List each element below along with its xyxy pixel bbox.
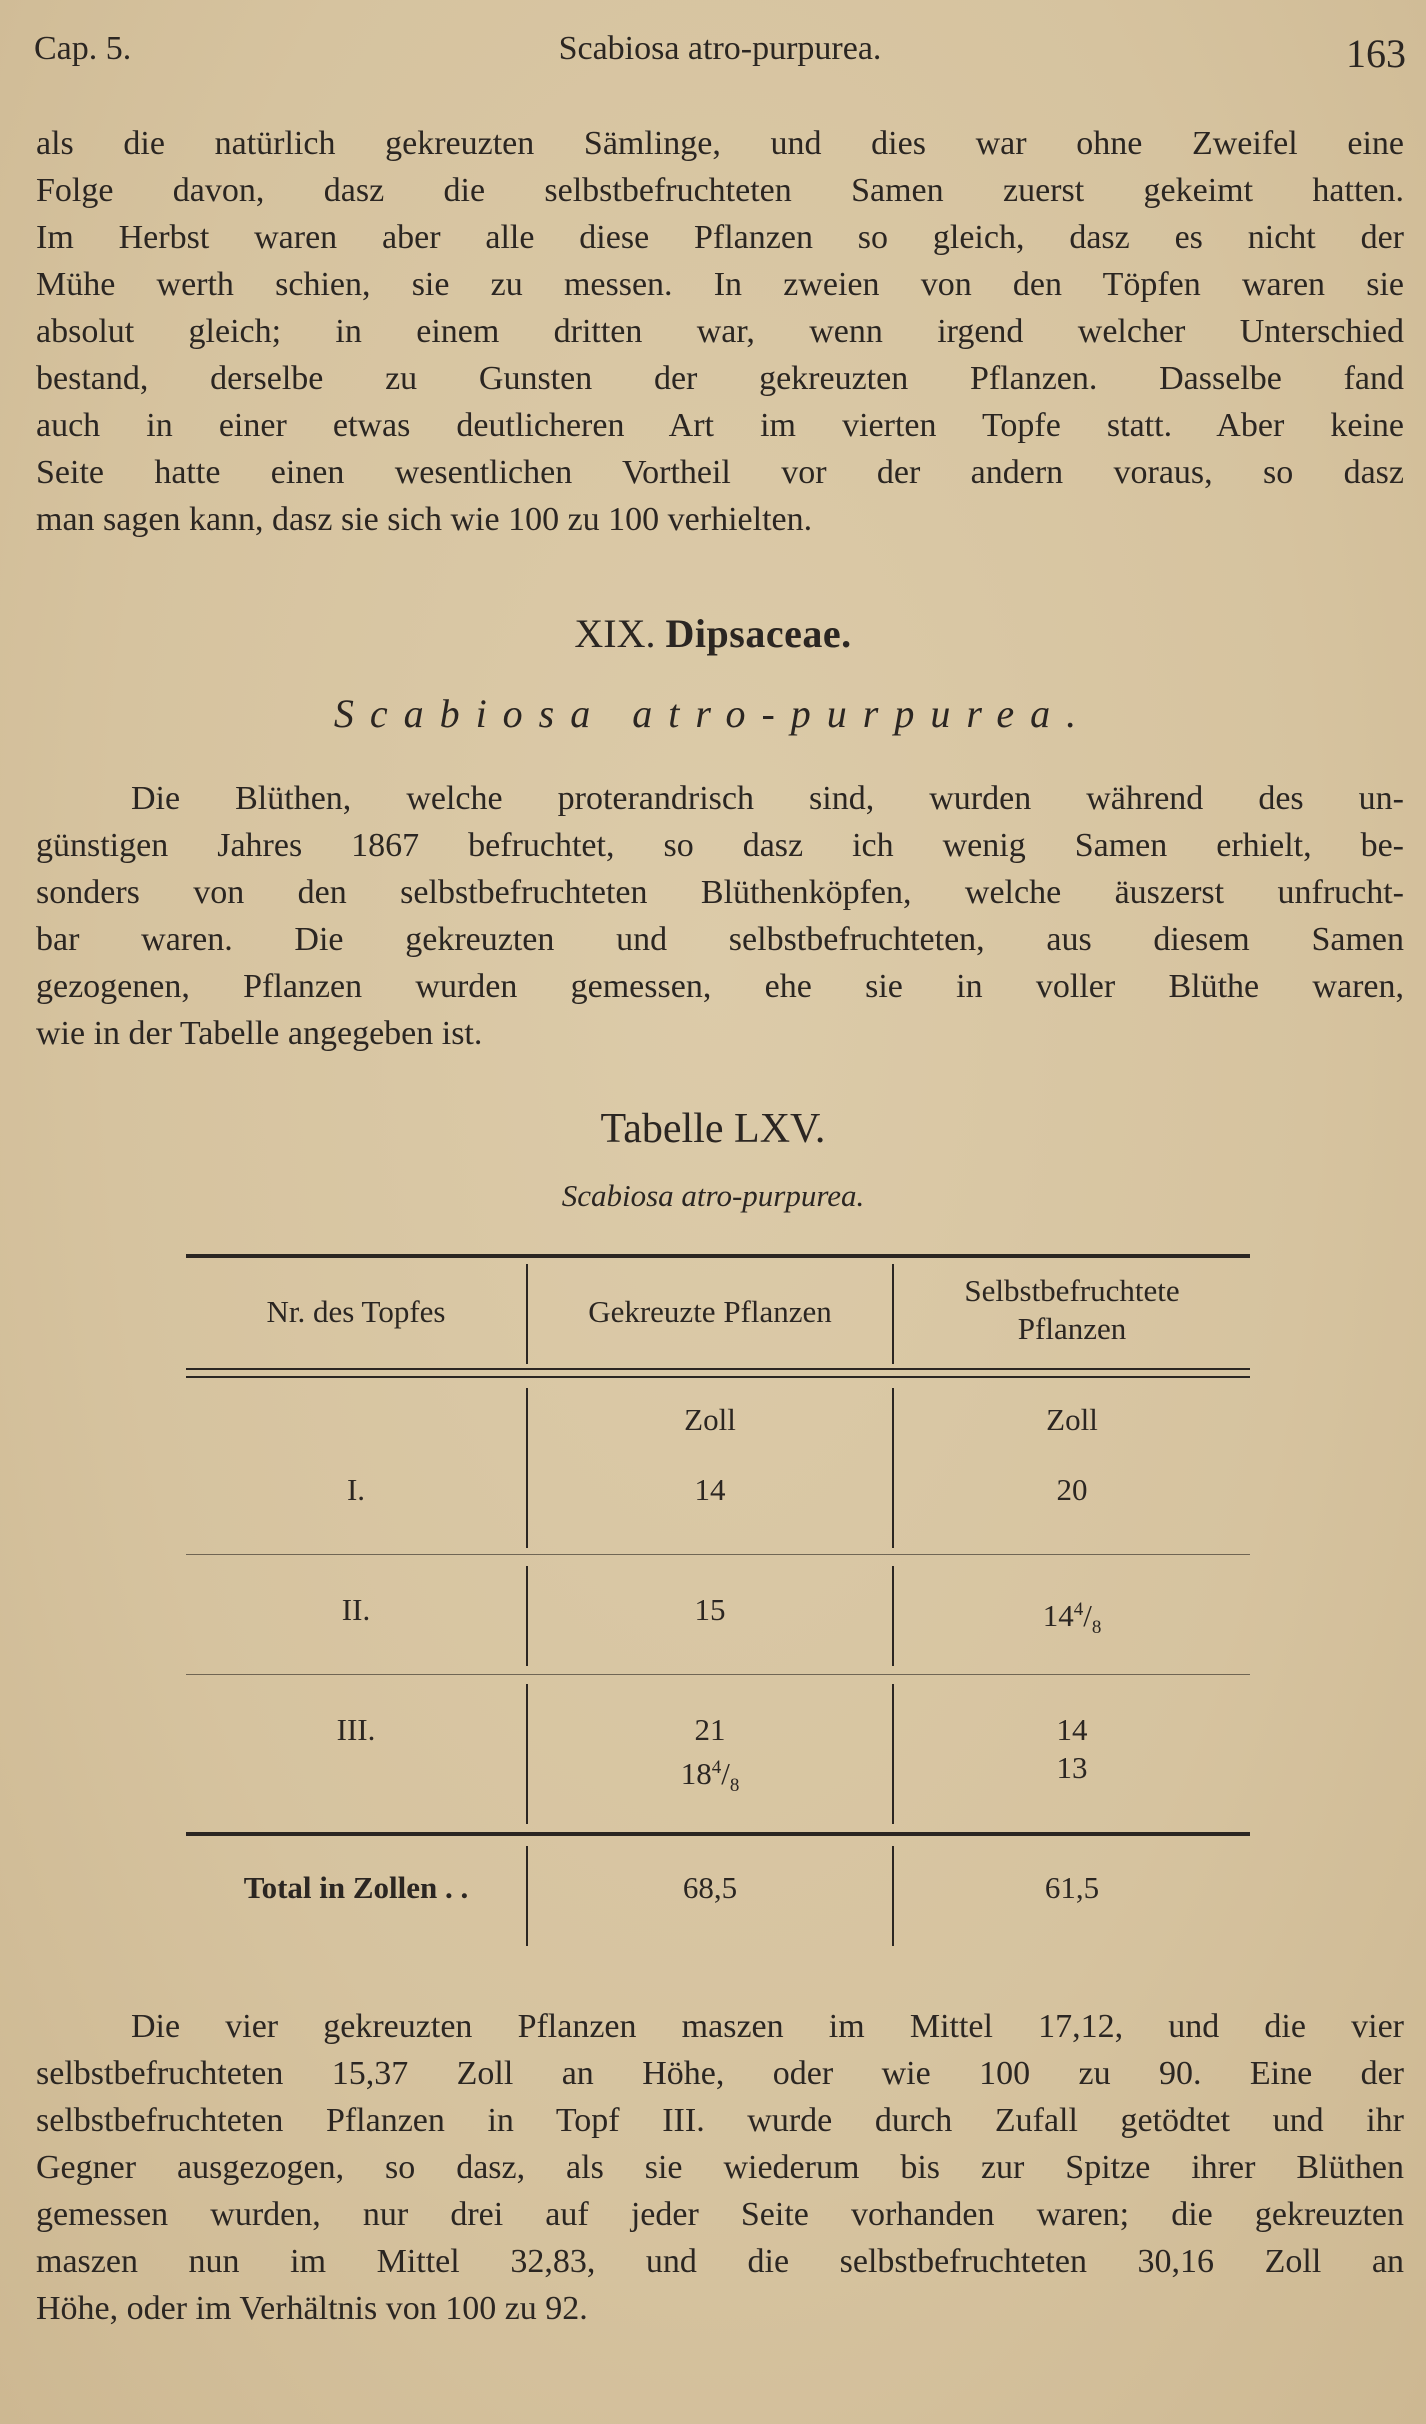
text-line: Mühe werth schien, sie zu messen. In zweien von den Töpfen waren sie (36, 266, 1404, 303)
text-line: selbstbefruchteten Pflanzen in Topf III. wurde durch Zufall getödtet und ihr (36, 2102, 1404, 2139)
header-rule (186, 1376, 1250, 1378)
text-line: gezogenen, Pflanzen wurden gemessen, ehe sie in voller Blüthe waren, (36, 968, 1404, 1005)
text-line: Höhe, oder im Verhältnis von 100 zu 92. (36, 2290, 588, 2327)
species-heading: Scabiosa atro-purpurea. (333, 691, 1093, 736)
unit-self: Zoll (1046, 1402, 1098, 1437)
header-self (894, 1272, 1250, 1348)
crossed-value: 21 (694, 1712, 726, 1747)
text-line: Im Herbst waren aber alle diese Pflanzen so gleich, dasz es nicht der (36, 219, 1404, 256)
text-line: bar waren. Die gekreuzten und selbstbefruchteten, aus diesem Samen (36, 921, 1404, 958)
row-rule (186, 1674, 1250, 1675)
unit-crossed: Zoll (684, 1402, 736, 1437)
crossed-value: $18^4/_8$ (680, 1756, 740, 1796)
text-line: sonders von den selbstbefruchteten Blüthenköpfen, welche äuszerst unfrucht- (36, 874, 1404, 911)
section-name: Dipsaceae. (665, 611, 852, 656)
fraction-denominator: 8 (729, 1775, 740, 1796)
running-head (34, 30, 1406, 80)
header-self-line2: Pflanzen (1017, 1311, 1127, 1346)
section-heading (0, 610, 1426, 657)
header-self-line1: Selbstbefruchtete (964, 1273, 1180, 1308)
paragraph-results (36, 2003, 1404, 2332)
running-title: Scabiosa atro-purpurea. (558, 30, 882, 67)
crossed-value: 15 (694, 1592, 726, 1627)
page-number: 163 (1346, 31, 1406, 76)
self-value: $14^4/_8$ (1042, 1598, 1102, 1638)
table-top-rule (186, 1254, 1250, 1258)
text-line: maszen nun im Mittel 32,83, und die selbstbefruchteten 30,16 Zoll an (36, 2243, 1404, 2280)
text-line: Seite hatte einen wesentlichen Vortheil vor der andern voraus, so dasz (36, 454, 1404, 491)
whole-part: 18 (680, 1756, 712, 1791)
text-line: Gegner ausgezogen, so dasz, als sie wiederum bis zur Spitze ihrer Blüthen (36, 2149, 1404, 2186)
text-line: bestand, derselbe zu Gunsten der gekreuzten Pflanzen. Dasselbe fand (36, 360, 1404, 397)
pot-label: II. (341, 1592, 371, 1627)
text-line: absolut gleich; in einem dritten war, wenn irgend welcher Unterschied (36, 313, 1404, 350)
pot-label: I. (346, 1472, 366, 1507)
text-line: als die natürlich gekreuzten Sämlinge, und dies war ohne Zweifel eine (36, 125, 1404, 162)
chapter-label: Cap. 5. (34, 30, 132, 67)
data-table (186, 1250, 1250, 1950)
text-line: selbstbefruchteten 15,37 Zoll an Höhe, oder wie 100 zu 90. Eine der (36, 2055, 1404, 2092)
text-line: Folge davon, dasz die selbstbefruchteten Samen zuerst gekeimt hatten. (36, 172, 1404, 209)
self-value: 20 (1056, 1472, 1088, 1507)
table-subtitle: Scabiosa atro-purpurea. (561, 1178, 865, 1213)
section-number: XIX. (574, 611, 656, 656)
text-line: man sagen kann, dasz sie sich wie 100 zu 100 verhielten. (36, 501, 813, 538)
total-rule (186, 1832, 1250, 1836)
table-title: Tabelle LXV. (600, 1106, 826, 1152)
fraction-denominator: 8 (1091, 1617, 1102, 1638)
header-pot: Nr. des Topfes (266, 1294, 446, 1329)
text-line: gemessen wurden, nur drei auf jeder Seite vorhanden waren; die gekreuzten (36, 2196, 1404, 2233)
total-label: Total in Zollen . . (243, 1870, 469, 1905)
text-line: Die vier gekreuzten Pflanzen maszen im Mittel 17,12, und die vier (131, 2008, 1404, 2045)
self-value: 14 (1056, 1712, 1088, 1747)
fraction-numerator: 4 (1073, 1599, 1084, 1620)
header-rule (186, 1368, 1250, 1370)
total-self: 61,5 (1044, 1870, 1100, 1905)
text-line: Die Blüthen, welche proterandrisch sind, wurden während des un- (131, 780, 1404, 817)
self-value: 13 (1056, 1750, 1088, 1785)
text-line: günstigen Jahres 1867 befruchtet, so dasz ich wenig Samen erhielt, be- (36, 827, 1404, 864)
paragraph-intro (36, 120, 1404, 543)
fraction-numerator: 4 (711, 1757, 722, 1778)
paragraph-method (36, 775, 1404, 1057)
total-crossed: 68,5 (682, 1870, 738, 1905)
pot-label: III. (336, 1712, 376, 1747)
whole-part: 14 (1042, 1598, 1074, 1633)
crossed-value: 14 (694, 1472, 726, 1507)
header-crossed: Gekreuzte Pflanzen (588, 1294, 832, 1329)
text-line: wie in der Tabelle angegeben ist. (36, 1015, 483, 1052)
text-line: auch in einer etwas deutlicheren Art im vierten Topfe statt. Aber keine (36, 407, 1404, 444)
row-rule (186, 1554, 1250, 1555)
